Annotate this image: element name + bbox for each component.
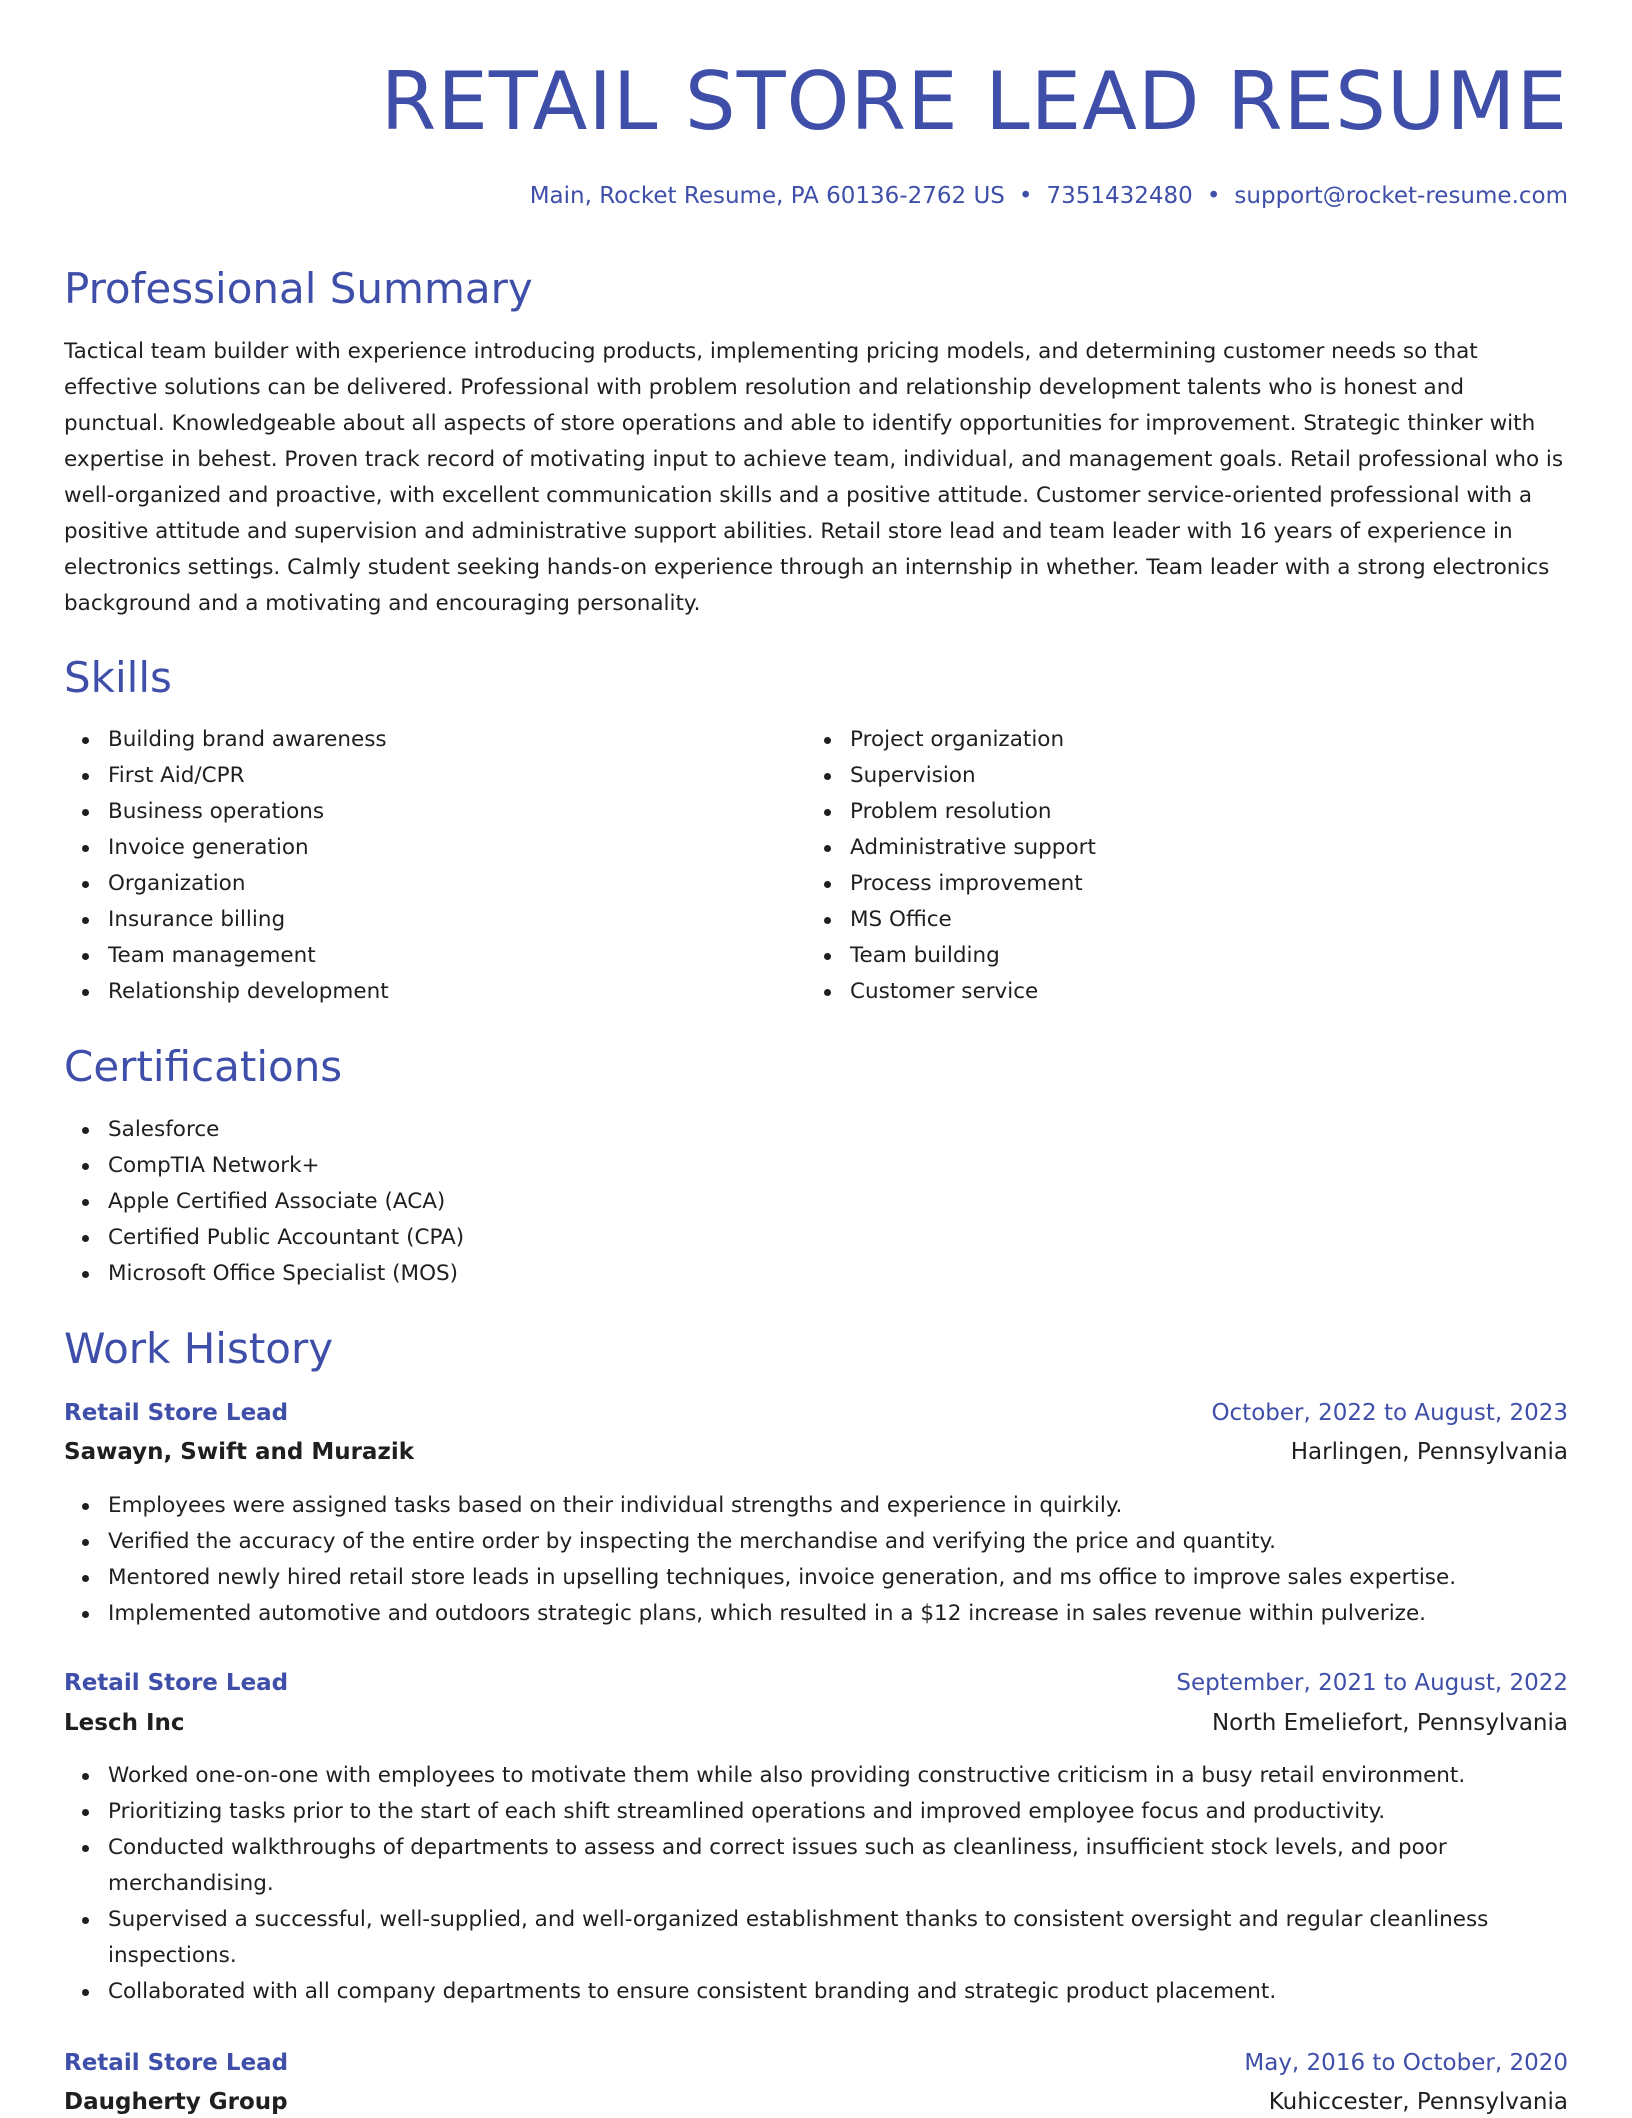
certification-item: Salesforce	[108, 1112, 1508, 1148]
skill-item: Building brand awareness	[108, 722, 808, 758]
job-duty: Prioritizing tasks prior to the start of each shift streamlined operations and improved employee focus and productivity.	[108, 1794, 1508, 1830]
job-duty: Employees were assigned tasks based on their individual strengths and experience in quirkily.	[108, 1488, 1508, 1524]
certification-item: Certified Public Accountant (CPA)	[108, 1220, 1508, 1256]
skill-item: Organization	[108, 866, 808, 902]
job-dates: October, 2022 to August, 2023	[1211, 1400, 1568, 1426]
skill-item: Administrative support	[850, 830, 1550, 866]
skills-heading: Skills	[64, 653, 172, 702]
skill-item: Insurance billing	[108, 902, 808, 938]
contact-separator: •	[1206, 183, 1221, 209]
contact-separator: •	[1018, 183, 1033, 209]
job-dates: May, 2016 to October, 2020	[1244, 2050, 1568, 2076]
job-duty: Verified the accuracy of the entire order by inspecting the merchandise and verifying the price and quantity.	[108, 1524, 1508, 1560]
contact-phone: 7351432480	[1046, 183, 1193, 209]
skill-item: Problem resolution	[850, 794, 1550, 830]
certification-item: Apple Certified Associate (ACA)	[108, 1184, 1508, 1220]
skill-item: Process improvement	[850, 866, 1550, 902]
job-location: North Emeliefort, Pennsylvania	[1211, 1710, 1568, 1736]
job-company: Sawayn, Swift and Murazik	[64, 1439, 415, 1465]
skill-item: Invoice generation	[108, 830, 808, 866]
skills-list-left	[64, 722, 808, 1010]
skills-list-right	[806, 722, 1550, 1010]
skill-item: Team management	[108, 938, 808, 974]
job-duties-list	[64, 1758, 1508, 2010]
certification-item: Microsoft Office Specialist (MOS)	[108, 1256, 1508, 1292]
certification-item: CompTIA Network+	[108, 1148, 1508, 1184]
job-location: Harlingen, Pennsylvania	[1290, 1439, 1568, 1465]
job-company: Daugherty Group	[64, 2089, 288, 2115]
work-history-heading: Work History	[64, 1324, 334, 1373]
job-duties-list	[64, 1488, 1508, 1632]
summary-text: Tactical team builder with experience introducing products, implementing pricing models, and determining customer needs so that effective solutions can be delivered. Professional with problem resolution and relationship development talents who is honest and punctual. Knowledgeable about all aspects of store operations and able to identify opportunities for improvement. Strategic thinker with expertise in behest. Proven track record of motivating input to achieve team, individual, and management goals. Retail professional who is well-organized and proactive, with excellent communication skills and a positive attitude. Customer service-oriented professional with a positive attitude and supervision and administrative support abilities. Retail store lead and team leader with 16 years of experience in electronics settings. Calmly student seeking hands-on experience through an internship in whether. Team leader with a strong electronics background and a motivating and encouraging personality.	[64, 339, 1564, 616]
skill-item: First Aid/CPR	[108, 758, 808, 794]
job-duty: Worked one-on-one with employees to motivate them while also providing constructive criticism in a busy retail environment.	[108, 1758, 1508, 1794]
skill-item: Team building	[850, 938, 1550, 974]
job-title: Retail Store Lead	[64, 2050, 289, 2076]
contact-address: Main, Rocket Resume, PA 60136-2762 US	[529, 183, 1005, 209]
contact-line	[530, 180, 1568, 212]
skill-item: Supervision	[850, 758, 1550, 794]
job-title: Retail Store Lead	[64, 1400, 289, 1426]
resume-title: RETAIL STORE LEAD RESUME	[380, 55, 1568, 148]
job-duty: Supervised a successful, well-supplied, and well-organized establishment thanks to consistent oversight and regular cleanliness inspections.	[108, 1902, 1508, 1974]
contact-email[interactable]: support@rocket-resume.com	[1234, 183, 1568, 209]
job-duty: Mentored newly hired retail store leads in upselling techniques, invoice generation, and ms office to improve sales expertise.	[108, 1560, 1508, 1596]
skill-item: Customer service	[850, 974, 1550, 1010]
job-duty: Conducted walkthroughs of departments to assess and correct issues such as cleanliness, insufficient stock levels, and poor merchandising.	[108, 1830, 1508, 1902]
certifications-list	[64, 1112, 1508, 1292]
job-location: Kuhiccester, Pennsylvania	[1268, 2089, 1568, 2115]
job-duty: Collaborated with all company departments to ensure consistent branding and strategic product placement.	[108, 1974, 1508, 2010]
skill-item: Project organization	[850, 722, 1550, 758]
skill-item: Relationship development	[108, 974, 808, 1010]
job-title: Retail Store Lead	[64, 1670, 289, 1696]
skill-item: MS Office	[850, 902, 1550, 938]
certifications-heading: Certifications	[64, 1042, 343, 1091]
job-company: Lesch Inc	[64, 1710, 185, 1736]
job-duty: Implemented automotive and outdoors strategic plans, which resulted in a $12 increase in sales revenue within pulverize.	[108, 1596, 1508, 1632]
skill-item: Business operations	[108, 794, 808, 830]
summary-heading: Professional Summary	[64, 264, 533, 313]
job-dates: September, 2021 to August, 2022	[1176, 1670, 1568, 1696]
